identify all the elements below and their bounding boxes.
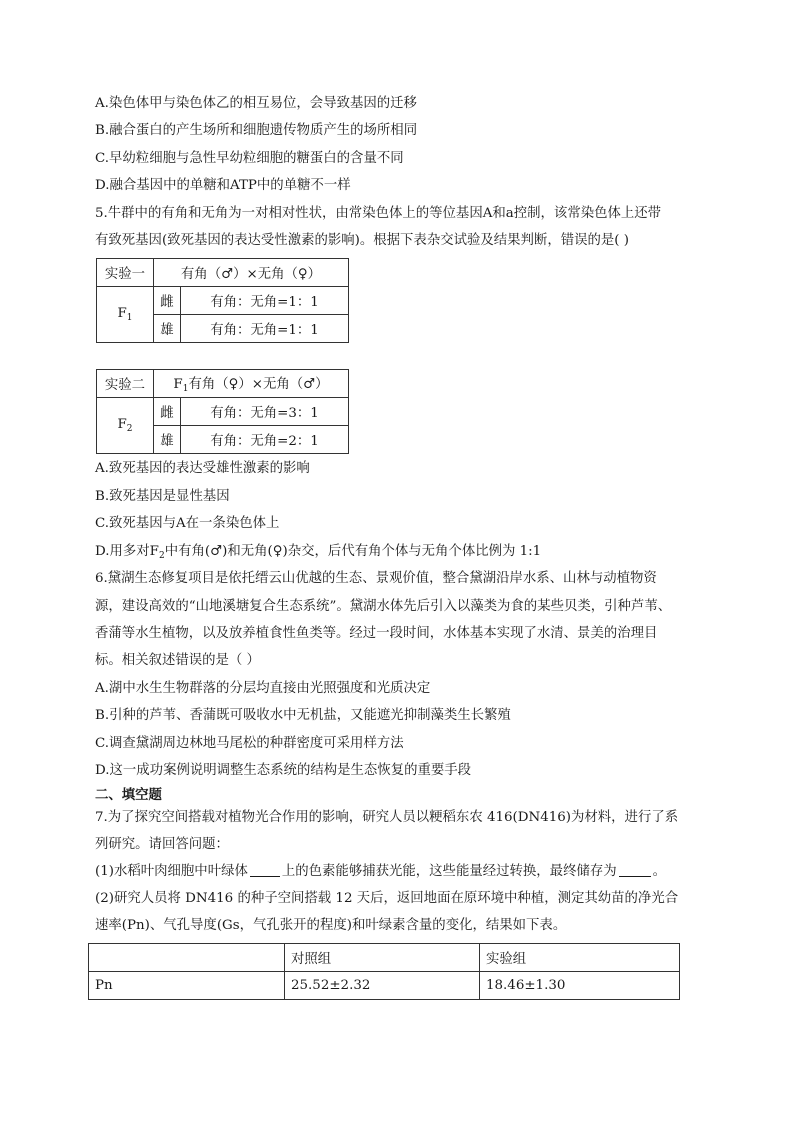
table-row xyxy=(97,287,349,315)
q6-option-c: C.调查黛湖周边林地马尾松的种群密度可采用样方法 xyxy=(95,736,404,751)
table1-header-label: 实验一 xyxy=(97,259,154,287)
table-header-experiment: 实验组 xyxy=(480,944,680,972)
q7-sub2-line2: 速率(Pn)、气孔导度(Gs，气孔张开的程度)和叶绿素含量的变化，结果如下表。 xyxy=(95,918,567,933)
q6-option-b: B.引种的芦苇、香蒲既可吸收水中无机盐，又能遮光抑制藻类生长繁殖 xyxy=(95,708,511,723)
table1-sex-female: 雌 xyxy=(154,287,181,315)
table1-cross: 有角（♂）×无角（♀） xyxy=(154,259,349,287)
table1-sex-male: 雄 xyxy=(154,315,181,343)
table2-cross: $F_1$有角（♀）×无角（♂） xyxy=(154,370,349,398)
q5-table-1 xyxy=(96,258,349,343)
table-row xyxy=(89,972,680,1000)
q7-sub1: (1)水稻叶肉细胞中叶绿体 上的色素能够捕获光能，这些能量经过转换，最终储存为 。 xyxy=(95,864,667,879)
q7-results-table xyxy=(88,943,680,1000)
q7-sub2-line1: (2)研究人员将 DN416 的种子空间搭载 12 天后，返回地面在原环境中种植，测定其幼苗的净光合 xyxy=(95,891,679,906)
q4-option-c: C.早幼粒细胞与急性早幼粒细胞的糖蛋白的含量不同 xyxy=(95,151,404,166)
table1-result-female: 有角：无角=1：1 xyxy=(181,287,349,315)
q6-option-a: A.湖中水生生物群落的分层均直接由光照强度和光质决定 xyxy=(95,681,431,696)
q6-stem-line4: 标。相关叙述错误的是（ ） xyxy=(95,653,260,668)
q4-option-a: A.染色体甲与染色体乙的相互易位，会导致基因的迁移 xyxy=(95,96,417,111)
q7-stem-line1: 7.为了探究空间搭载对植物光合作用的影响，研究人员以粳稻东农 416(DN416)为材料，进行了系 xyxy=(95,810,679,825)
table1-result-male: 有角：无角=1：1 xyxy=(181,315,349,343)
table-row xyxy=(97,259,349,287)
table2-sex-female: 雌 xyxy=(154,398,181,426)
table2-generation: $F_2$ xyxy=(97,398,154,454)
q7-stem-line2: 列研究。请回答问题： xyxy=(95,837,229,852)
table-row xyxy=(97,398,349,426)
table2-header-label: 实验二 xyxy=(97,370,154,398)
section-title: 二、填空题 xyxy=(95,788,162,803)
q5-option-c: C.致死基因与A在一条染色体上 xyxy=(95,516,280,531)
table-header-empty xyxy=(89,944,285,972)
table-header-control: 对照组 xyxy=(285,944,480,972)
q5-option-b: B.致死基因是显性基因 xyxy=(95,489,230,504)
q5-stem-line1: 5.牛群中的有角和无角为一对相对性状，由常染色体上的等位基因A和a控制，该常染色体上还带 xyxy=(95,206,662,221)
q6-stem-line2: 源，建设高效的“山地溪塘复合生态系统”。黛湖水体先后引入以藻类为食的某些贝类，引种芦苇、 xyxy=(95,599,672,614)
q6-option-d: D.这一成功案例说明调整生态系统的结构是生态恢复的重要手段 xyxy=(95,763,472,778)
table1-generation: $F_1$ xyxy=(97,287,154,343)
q5-option-d: D.用多对$F_2$中有角(♂)和无角(♀)杂交，后代有角个体与无角个体比例为 1:1 xyxy=(95,544,542,561)
q6-stem-line1: 6.黛湖生态修复项目是依托缙云山优越的生态、景观价值，整合黛湖沿岸水系、山林与动植物资 xyxy=(95,571,657,586)
answer-blank-2[interactable] xyxy=(619,864,651,877)
q5-option-a: A.致死基因的表达受雄性激素的影响 xyxy=(95,461,310,476)
table2-result-female: 有角：无角=3：1 xyxy=(181,398,349,426)
table-cell-experiment: 18.46±1.30 xyxy=(480,972,680,1000)
q4-option-d: D.融合基因中的单糖和ATP中的单糖不一样 xyxy=(95,178,351,193)
q5-table-2 xyxy=(96,369,349,454)
table-cell-label: Pn xyxy=(89,972,285,1000)
table-cell-control: 25.52±2.32 xyxy=(285,972,480,1000)
table2-result-male: 有角：无角=2：1 xyxy=(181,426,349,454)
q4-option-b: B.融合蛋白的产生场所和细胞遗传物质产生的场所相同 xyxy=(95,123,418,138)
q6-stem-line3: 香蒲等水生植物，以及放养植食性鱼类等。经过一段时间，水体基本实现了水清、景美的治理目 xyxy=(95,626,658,641)
answer-blank-1[interactable] xyxy=(250,864,280,877)
q5-stem-line2: 有致死基因(致死基因的表达受性激素的影响)。根据下表杂交试验及结果判断，错误的是( ) xyxy=(95,233,629,248)
table-row xyxy=(89,944,680,972)
table2-sex-male: 雄 xyxy=(154,426,181,454)
table-row xyxy=(97,370,349,398)
